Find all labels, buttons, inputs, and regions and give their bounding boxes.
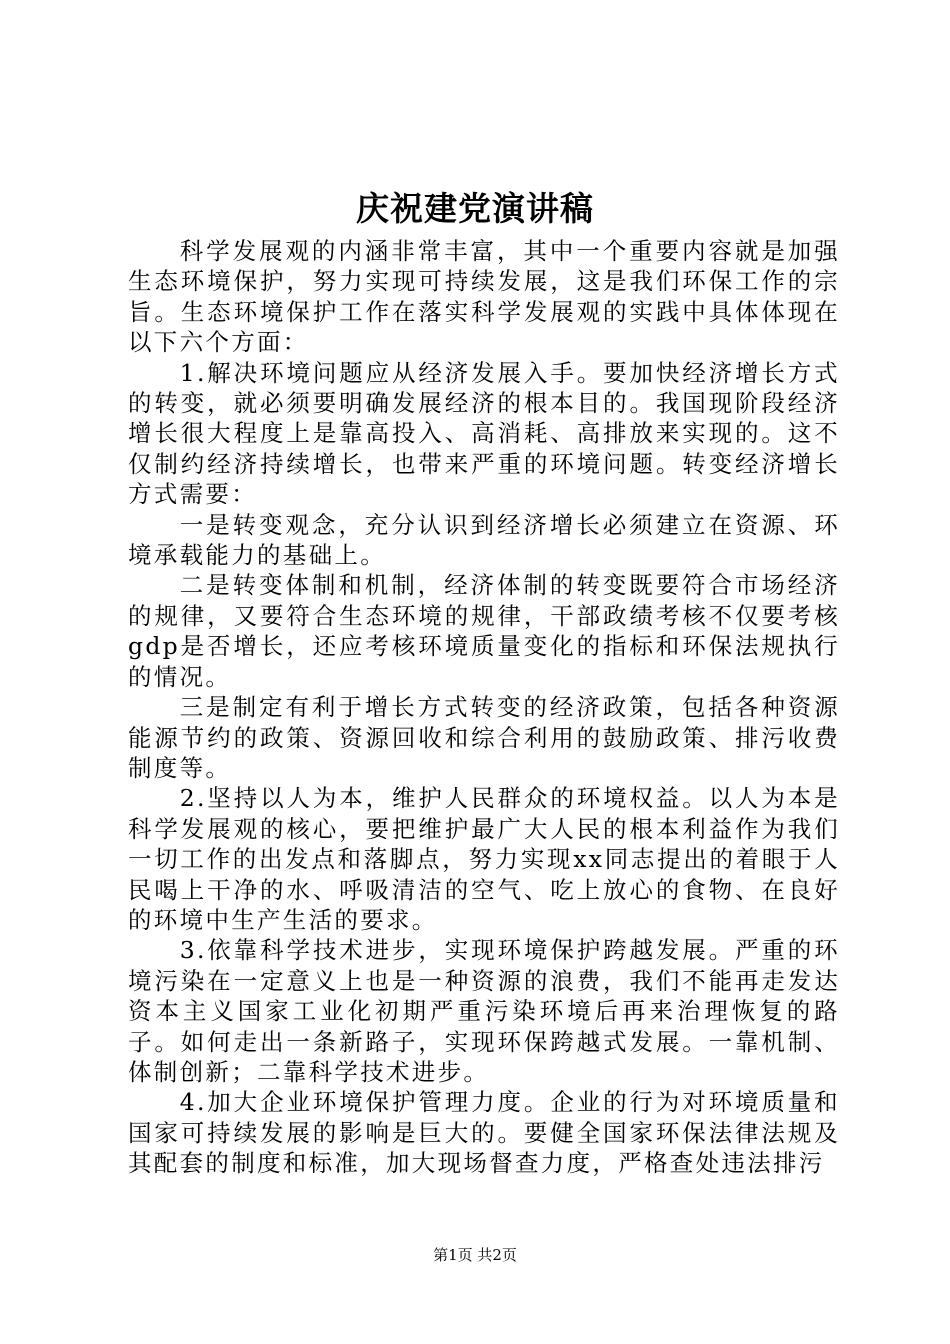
paragraph-item-2: 2.坚持以人为本，维护人民群众的环境权益。以人为本是科学发展观的核心，要把维护最广大人民的根本利益作为我们一切工作的出发点和落脚点，努力实现xx同志提出的着眼于人民喝上干净的水、呼吸清洁的空气、吃上放心的食物、在良好的环境中生产生活的要求。 — [128, 784, 840, 934]
paragraph-item-3: 3.依靠科学技术进步，实现环境保护跨越发展。严重的环境污染在一定意义上也是一种资源的浪费，我们不能再走发达资本主义国家工业化初期严重污染环境后再来治理恢复的路子。如何走出一条新路子，实现环保跨越式发展。一靠机制、体制创新；二靠科学技术进步。 — [128, 936, 840, 1086]
paragraph-item-1: 1.解决环境问题应从经济发展入手。要加快经济增长方式的转变，就必须要明确发展经济的根本目的。我国现阶段经济增长很大程度上是靠高投入、高消耗、高排放来实现的。这不仅制约经济持续增长，也带来严重的环境问题。转变经济增长方式需要： — [128, 358, 840, 509]
paragraph-point-1: 一是转变观念，充分认识到经济增长必须建立在资源、环境承载能力的基础上。 — [128, 510, 840, 570]
document-title: 庆祝建党演讲稿 — [356, 189, 594, 228]
paragraph-point-3: 三是制定有利于增长方式转变的经济政策，包括各种资源能源节约的政策、资源回收和综合利用的鼓励政策、排污收费制度等。 — [128, 693, 840, 782]
paragraph-item-4: 4.加大企业环境保护管理力度。企业的行为对环境质量和国家可持续发展的影响是巨大的。要健全国家环保法律法规及其配套的制度和标准，加大现场督查力度，严格查处违法排污 — [128, 1088, 840, 1178]
paragraph-intro: 科学发展观的内涵非常丰富，其中一个重要内容就是加强生态环境保护，努力实现可持续发展，这是我们环保工作的宗旨。生态环境保护工作在落实科学发展观的实践中具体体现在以下六个方面： — [128, 237, 840, 357]
paragraph-point-2: 二是转变体制和机制，经济体制的转变既要符合市场经济的规律，又要符合生态环境的规律，干部政绩考核不仅要考核gdp是否增长，还应考核环境质量变化的指标和环保法规执行的情况。 — [128, 571, 840, 691]
document-body — [128, 236, 840, 1179]
page-footer: 第1页 共2页 — [433, 1246, 517, 1264]
